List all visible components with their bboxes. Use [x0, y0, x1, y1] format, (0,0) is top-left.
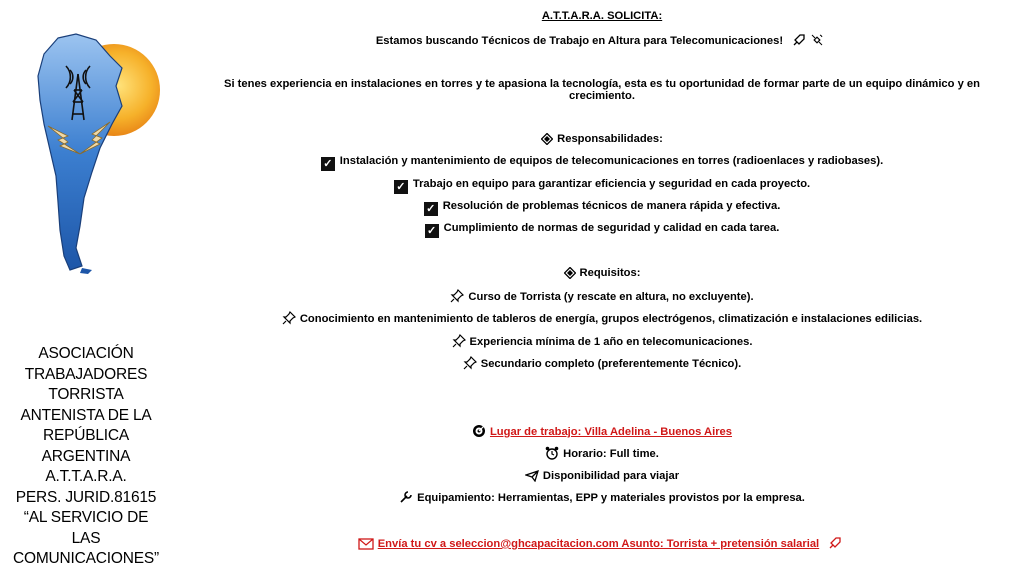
list-item-text: Instalación y mantenimiento de equipos de telecomunicaciones en torres (radioenlaces y radiobases). — [339, 155, 884, 167]
travel-row — [180, 468, 1024, 486]
list-item — [180, 178, 1024, 194]
checkbox-icon: ✓ — [424, 202, 438, 216]
contact-row — [180, 536, 1024, 554]
list-item-text: Conocimiento en mantenimiento de tableros de energía, grupos electrógenos, climatización e instalaciones edilicias. — [299, 313, 923, 325]
checkbox-icon: ✓ — [425, 224, 439, 238]
target-icon — [472, 424, 486, 442]
list-item-text: Curso de Torrista (y rescate en altura, no excluyente). — [468, 291, 754, 303]
list-item — [180, 222, 1024, 238]
alarm-clock-icon — [545, 446, 559, 464]
requirements-heading-row — [180, 267, 1024, 283]
org-line: LAS — [71, 529, 101, 547]
contact-link[interactable]: Envía tu cv a seleccion@ghcapacitacion.com Asunto: Torrista + pretensión salarial — [377, 538, 820, 550]
requirements-heading: Requisitos: — [579, 267, 641, 279]
location-link[interactable]: Lugar de trabajo: Villa Adelina - Buenos Aires — [489, 426, 733, 438]
wrench-icon — [399, 490, 413, 508]
pushpin-icon — [450, 289, 464, 307]
equipment-text: Equipamiento: Herramientas, EPP y materiales provistos por la empresa. — [417, 492, 805, 504]
list-item — [180, 200, 1024, 216]
satellite-icon — [810, 33, 824, 51]
org-line: TRABAJADORES — [24, 365, 148, 383]
argentina-map-shape — [38, 34, 122, 270]
list-item-text: Experiencia mínima de 1 año en telecomunicaciones. — [469, 336, 753, 348]
list-item-text: Trabajo en equipo para garantizar eficiencia y seguridad en cada proyecto. — [412, 178, 811, 190]
subtitle-line — [180, 33, 1024, 51]
list-item — [180, 289, 1024, 307]
list-item — [180, 311, 1024, 329]
attara-logo — [18, 30, 166, 274]
org-line: A.T.T.A.R.A. — [45, 468, 127, 485]
rocket-icon — [828, 536, 842, 554]
equipment-row — [180, 490, 1024, 508]
envelope-icon — [358, 537, 374, 554]
list-item — [180, 356, 1024, 374]
org-line: REPÚBLICA — [42, 427, 130, 444]
rocket-icon — [792, 33, 806, 51]
schedule-row — [180, 446, 1024, 464]
diamond-icon — [541, 133, 553, 149]
org-line: TORRISTA — [48, 386, 124, 403]
list-item — [180, 334, 1024, 352]
checkbox-icon: ✓ — [394, 180, 408, 194]
list-item-text: Resolución de problemas técnicos de manera rápida y efectiva. — [442, 200, 781, 212]
list-item-text: Cumplimiento de normas de seguridad y calidad en cada tarea. — [443, 222, 780, 234]
org-line: ARGENTINA — [41, 447, 131, 465]
airplane-icon — [525, 468, 539, 486]
schedule-text: Horario: Full time. — [563, 448, 659, 460]
intro-line-2: crecimiento. — [569, 90, 635, 102]
page-title: A.T.T.A.R.A. SOLICITA: — [541, 10, 663, 22]
list-item-text: Secundario completo (preferentemente Técnico). — [480, 358, 742, 370]
intro-line-1: Si tenes experiencia en instalaciones en torres y te apasiona la tecnología, esta es tu oportunidad de formar parte de un equipo dinámico y en — [224, 78, 980, 90]
pushpin-icon — [452, 334, 466, 352]
diamond-icon — [564, 267, 576, 283]
responsibilities-heading-row — [180, 133, 1024, 149]
org-line: ASOCIACIÓN — [38, 345, 134, 362]
location-row — [180, 424, 1024, 442]
responsibilities-heading: Responsabilidades: — [557, 133, 663, 145]
travel-text: Disponibilidad para viajar — [542, 470, 680, 482]
pushpin-icon — [282, 311, 296, 329]
organization-name — [6, 344, 166, 570]
list-item — [180, 155, 1024, 171]
checkbox-icon: ✓ — [321, 157, 335, 171]
subtitle: Estamos buscando Técnicos de Trabajo en Altura para Telecomunicaciones! — [375, 35, 784, 47]
job-posting — [180, 0, 1024, 576]
org-line: “AL SERVICIO DE — [23, 509, 149, 526]
pushpin-icon — [463, 356, 477, 374]
org-line: PERS. JURID.81615 — [15, 488, 157, 506]
org-line: COMUNICACIONES” — [13, 550, 159, 567]
org-line: ANTENISTA DE LA — [20, 406, 152, 424]
